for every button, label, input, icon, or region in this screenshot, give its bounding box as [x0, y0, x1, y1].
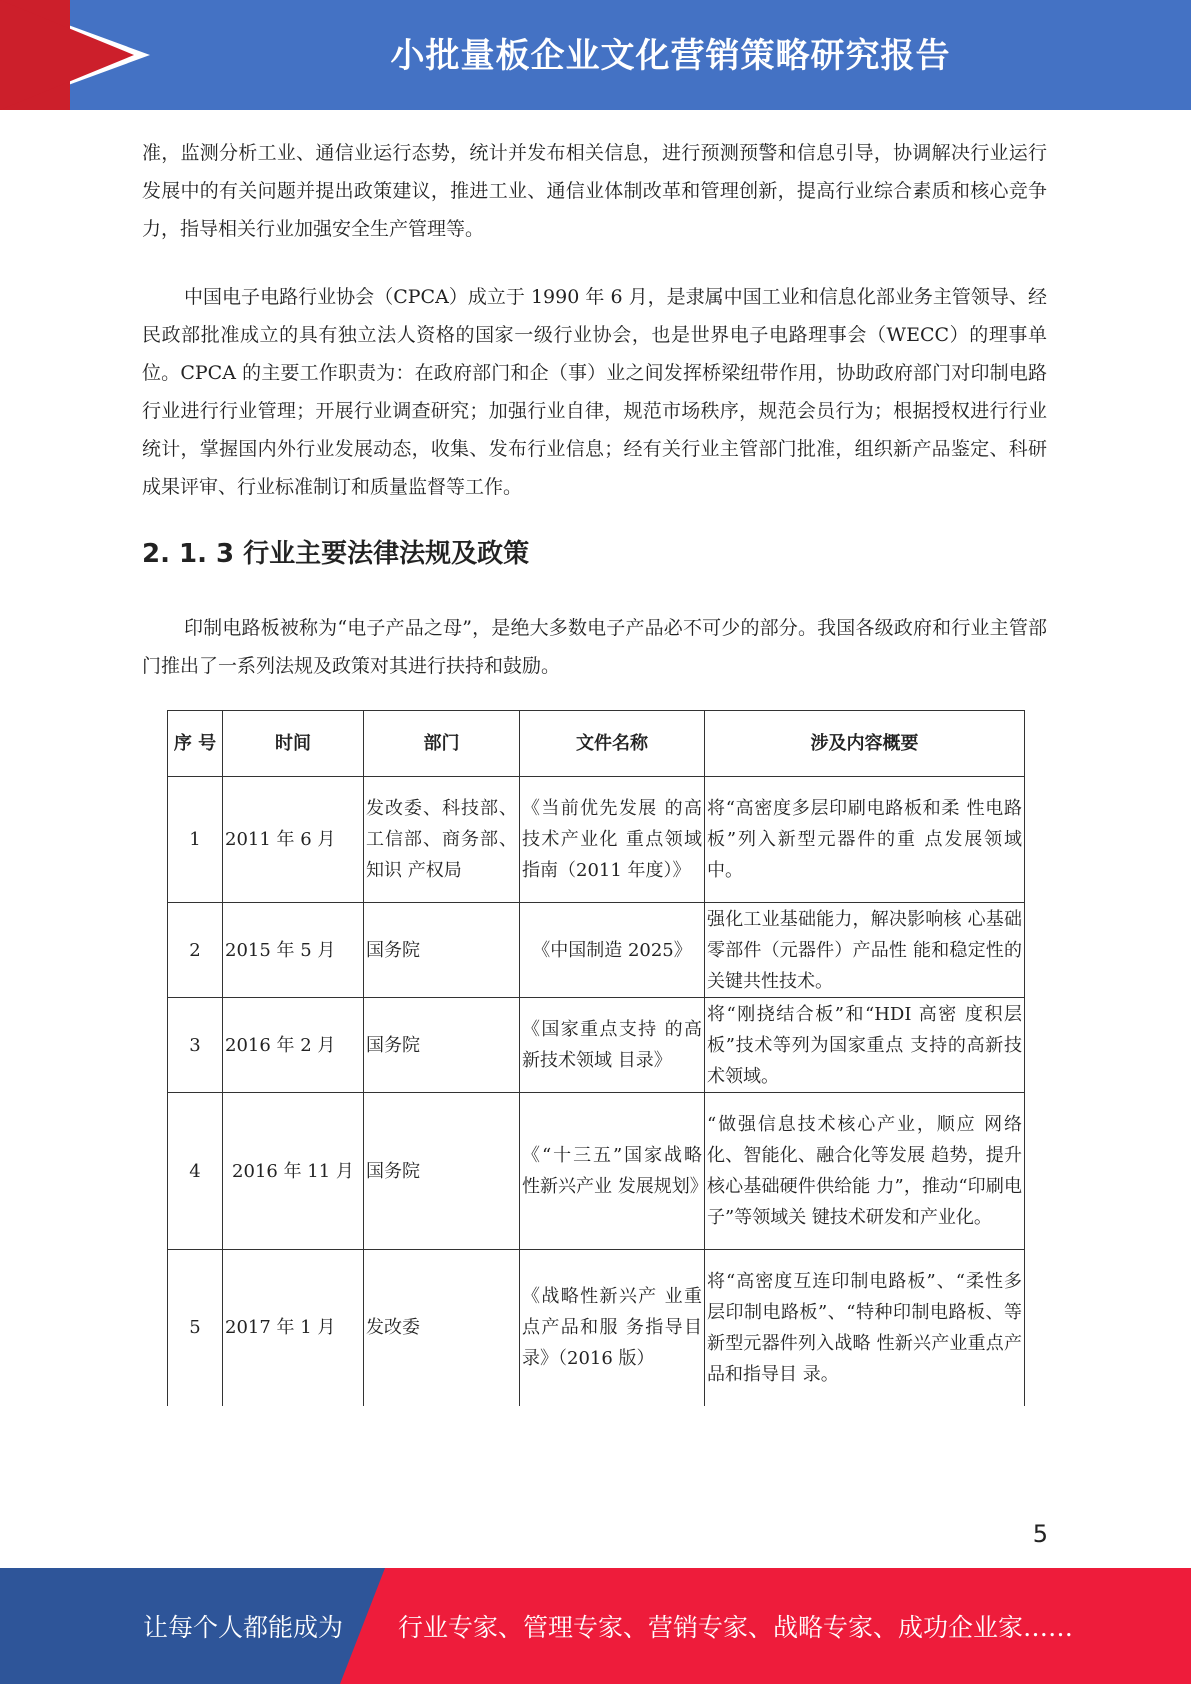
cell-document: 《中国制造 2025》 — [520, 903, 705, 998]
cell-department: 国务院 — [364, 998, 520, 1093]
cell-department: 国务院 — [364, 1093, 520, 1250]
page-number: 5 — [1032, 1520, 1048, 1548]
footer-slogan-left: 让每个人都能成为 — [143, 1613, 344, 1642]
cell-summary: 将“刚挠结合板”和“HDI 高密 度积层板”技术等列为国家重点 支持的高新技术领域。 — [705, 998, 1025, 1093]
cell-time: 2017 年 1 月 — [223, 1250, 364, 1406]
cell-time: 2011 年 6 月 — [223, 777, 364, 903]
header-time: 时间 — [223, 711, 364, 777]
header-summary: 涉及内容概要 — [705, 711, 1025, 777]
section-heading: 2. 1. 3 行业主要法律法规及政策 — [142, 539, 530, 569]
cell-document: 《战略性新兴产 业重点产品和服 务指导目录》（2016 版） — [520, 1250, 705, 1406]
cell-document: 《“十三五”国家战略性新兴产业 发展规划》 — [520, 1093, 705, 1250]
cell-time: 2015 年 5 月 — [223, 903, 364, 998]
cell-index: 2 — [168, 903, 223, 998]
page-header — [0, 0, 1191, 110]
footer-slogan-right: 行业专家、管理专家、营销专家、战略专家、成功企业家…… — [398, 1613, 1074, 1642]
header-document: 文件名称 — [520, 711, 705, 777]
cell-index: 4 — [168, 1093, 223, 1250]
table-row — [168, 1093, 1025, 1250]
page-footer — [0, 1568, 1191, 1684]
report-title: 小批量板企业文化营销策略研究报告 — [390, 36, 951, 76]
cell-index: 1 — [168, 777, 223, 903]
header-department: 部门 — [364, 711, 520, 777]
cell-department: 发改委、科技部、工信部、商务部、知识 产权局 — [364, 777, 520, 903]
policy-table — [167, 710, 1025, 1406]
paragraph-ministry-duties: 准，监测分析工业、通信业运行态势，统计并发布相关信息，进行预测预警和信息引导，协调解决行业运行发展中的有关问题并提出政策建议，推进工业、通信业体制改革和管理创新，提高行业综合素质和核心竞争力，指导相关行业加强安全生产管理等。 — [142, 142, 1047, 240]
cell-time: 2016 年 2 月 — [223, 998, 364, 1093]
cell-document: 《当前优先发展 的高技术产业化 重点领域指南（2011 年度）》 — [520, 777, 705, 903]
cell-index: 5 — [168, 1250, 223, 1406]
table-row — [168, 777, 1025, 903]
cell-department: 发改委 — [364, 1250, 520, 1406]
cell-summary: “做强信息技术核心产业，顺应 网络化、智能化、融合化等发展 趋势，提升核心基础硬件供给能 力”，推动“印刷电子”等领域关 键技术研发和产业化。 — [705, 1093, 1025, 1250]
cell-document: 《国家重点支持 的高新技术领域 目录》 — [520, 998, 705, 1093]
cell-summary: 强化工业基础能力，解决影响核 心基础零部件（元器件）产品性 能和稳定性的关键共性技术。 — [705, 903, 1025, 998]
table-row — [168, 903, 1025, 998]
cell-summary: 将“高密度互连印制电路板”、“柔性多层印制电路板”、“特种印制电路板、等新型元器件列入战略 性新兴产业重点产品和指导目 录。 — [705, 1250, 1025, 1406]
cell-time: 2016 年 11 月 — [223, 1093, 364, 1250]
header-index: 序 号 — [168, 711, 223, 777]
table-row — [168, 1250, 1025, 1406]
header-red-arrow — [0, 0, 134, 110]
cell-index: 3 — [168, 998, 223, 1093]
paragraph-cpca: 中国电子电路行业协会（CPCA）成立于 1990 年 6 月，是隶属中国工业和信息化部业务主管领导、经民政部批准成立的具有独立法人资格的国家一级行业协会，也是世界电子电路理事会（WECC）的理事单位。CPCA 的主要工作职责为：在政府部门和企（事）业之间发挥桥梁纽带作用，协助政府部门对印制电路行业进行行业管理；开展行业调查研究；加强行业自律，规范市场秩序，规范会员行为；根据授权进行行业统计，掌握国内外行业发展动态，收集、发布行业信息；经有关行业主管部门批准，组织新产品鉴定、科研成果评审、行业标准制订和质量监督等工作。 — [142, 286, 1047, 498]
cell-department: 国务院 — [364, 903, 520, 998]
cell-summary: 将“高密度多层印刷电路板和柔 性电路板”列入新型元器件的重 点发展领域中。 — [705, 777, 1025, 903]
table-header-row — [168, 711, 1025, 777]
table-row — [168, 998, 1025, 1093]
paragraph-pcb-intro: 印制电路板被称为“电子产品之母”，是绝大多数电子产品必不可少的部分。我国各级政府和行业主管部门推出了一系列法规及政策对其进行扶持和鼓励。 — [142, 617, 1047, 677]
